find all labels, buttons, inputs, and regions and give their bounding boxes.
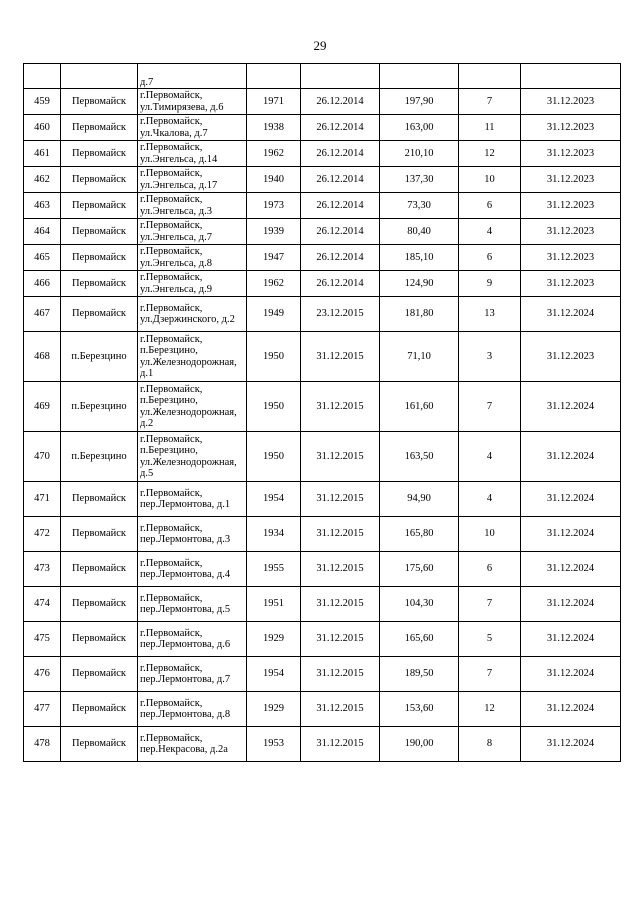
cell-locality: п.Березцино [61, 332, 138, 382]
cell-date: 26.12.2014 [301, 115, 380, 141]
cell-year: 1949 [247, 297, 301, 332]
cell-area: 181,80 [380, 297, 459, 332]
cell-area: 189,50 [380, 657, 459, 692]
cell-locality: Первомайск [61, 245, 138, 271]
cell-year: 1955 [247, 552, 301, 587]
cell-apartments: 13 [459, 297, 521, 332]
cell-deadline: 31.12.2023 [521, 245, 621, 271]
cell-locality: п.Березцино [61, 382, 138, 432]
cell-apartments: 12 [459, 692, 521, 727]
cell-apartments: 7 [459, 382, 521, 432]
cell-date: 31.12.2015 [301, 517, 380, 552]
cell-area [380, 64, 459, 89]
cell-year: 1954 [247, 482, 301, 517]
cell-year: 1962 [247, 271, 301, 297]
cell-deadline: 31.12.2023 [521, 332, 621, 382]
cell-locality: Первомайск [61, 167, 138, 193]
cell-year: 1929 [247, 692, 301, 727]
cell-address: г.Первомайск, пер.Лермонтова, д.1 [138, 482, 247, 517]
cell-deadline: 31.12.2024 [521, 657, 621, 692]
cell-apartments: 3 [459, 332, 521, 382]
cell-year: 1950 [247, 332, 301, 382]
table-row [24, 219, 621, 245]
cell-date: 31.12.2015 [301, 482, 380, 517]
cell-date: 31.12.2015 [301, 727, 380, 762]
cell-address: г.Первомайск, пер.Некрасова, д.2а [138, 727, 247, 762]
cell-locality: Первомайск [61, 622, 138, 657]
housing-registry-table [23, 63, 621, 762]
cell-num: 471 [24, 482, 61, 517]
cell-apartments: 8 [459, 727, 521, 762]
cell-date: 26.12.2014 [301, 141, 380, 167]
cell-locality: Первомайск [61, 517, 138, 552]
cell-year [247, 64, 301, 89]
cell-deadline: 31.12.2024 [521, 587, 621, 622]
cell-address: г.Первомайск, ул.Тимирязева, д.6 [138, 89, 247, 115]
cell-apartments: 6 [459, 245, 521, 271]
cell-area: 163,00 [380, 115, 459, 141]
cell-num [24, 64, 61, 89]
cell-date: 26.12.2014 [301, 167, 380, 193]
cell-address: г.Первомайск, п.Березцино, ул.Железнодорожная, д.1 [138, 332, 247, 382]
cell-date: 31.12.2015 [301, 382, 380, 432]
table-row [24, 622, 621, 657]
cell-date: 31.12.2015 [301, 332, 380, 382]
cell-area: 124,90 [380, 271, 459, 297]
cell-year: 1947 [247, 245, 301, 271]
cell-apartments: 10 [459, 517, 521, 552]
cell-date: 31.12.2015 [301, 692, 380, 727]
cell-apartments: 4 [459, 219, 521, 245]
table-row [24, 245, 621, 271]
cell-deadline: 31.12.2023 [521, 271, 621, 297]
cell-area: 161,60 [380, 382, 459, 432]
cell-address: г.Первомайск, ул.Чкалова, д.7 [138, 115, 247, 141]
cell-area: 153,60 [380, 692, 459, 727]
table-row [24, 332, 621, 382]
cell-locality: Первомайск [61, 587, 138, 622]
table-row [24, 141, 621, 167]
cell-locality: Первомайск [61, 727, 138, 762]
cell-address: г.Первомайск, ул.Энгельса, д.14 [138, 141, 247, 167]
table-row [24, 517, 621, 552]
cell-deadline: 31.12.2023 [521, 219, 621, 245]
cell-area: 94,90 [380, 482, 459, 517]
cell-deadline [521, 64, 621, 89]
cell-deadline: 31.12.2024 [521, 382, 621, 432]
cell-locality: Первомайск [61, 115, 138, 141]
cell-year: 1940 [247, 167, 301, 193]
cell-address: г.Первомайск, п.Березцино, ул.Железнодорожная, д.2 [138, 382, 247, 432]
cell-num: 472 [24, 517, 61, 552]
cell-year: 1950 [247, 382, 301, 432]
cell-area: 71,10 [380, 332, 459, 382]
table-row [24, 692, 621, 727]
cell-address: г.Первомайск, пер.Лермонтова, д.4 [138, 552, 247, 587]
cell-num: 476 [24, 657, 61, 692]
cell-apartments: 9 [459, 271, 521, 297]
cell-date: 26.12.2014 [301, 245, 380, 271]
cell-locality: Первомайск [61, 193, 138, 219]
cell-date: 26.12.2014 [301, 193, 380, 219]
cell-year: 1973 [247, 193, 301, 219]
cell-num: 470 [24, 432, 61, 482]
cell-locality: Первомайск [61, 552, 138, 587]
cell-year: 1951 [247, 587, 301, 622]
cell-address: г.Первомайск, ул.Энгельса, д.8 [138, 245, 247, 271]
cell-locality [61, 64, 138, 89]
cell-num: 478 [24, 727, 61, 762]
table-row [24, 432, 621, 482]
cell-apartments: 7 [459, 587, 521, 622]
cell-apartments: 7 [459, 89, 521, 115]
cell-num: 462 [24, 167, 61, 193]
cell-apartments: 7 [459, 657, 521, 692]
cell-date: 31.12.2015 [301, 622, 380, 657]
cell-address: г.Первомайск, ул.Энгельса, д.9 [138, 271, 247, 297]
cell-locality: Первомайск [61, 657, 138, 692]
cell-num: 465 [24, 245, 61, 271]
cell-num: 469 [24, 382, 61, 432]
cell-apartments: 5 [459, 622, 521, 657]
cell-num: 467 [24, 297, 61, 332]
cell-address: г.Первомайск, пер.Лермонтова, д.7 [138, 657, 247, 692]
cell-deadline: 31.12.2024 [521, 552, 621, 587]
cell-address: г.Первомайск, ул.Энгельса, д.3 [138, 193, 247, 219]
cell-area: 165,60 [380, 622, 459, 657]
cell-deadline: 31.12.2024 [521, 692, 621, 727]
cell-area: 165,80 [380, 517, 459, 552]
cell-apartments: 6 [459, 193, 521, 219]
page-number: 29 [313, 38, 327, 53]
cell-deadline: 31.12.2023 [521, 167, 621, 193]
cell-deadline: 31.12.2024 [521, 432, 621, 482]
cell-date: 23.12.2015 [301, 297, 380, 332]
cell-num: 466 [24, 271, 61, 297]
table-row [24, 382, 621, 432]
cell-apartments: 6 [459, 552, 521, 587]
table-row [24, 552, 621, 587]
cell-num: 460 [24, 115, 61, 141]
cell-apartments: 10 [459, 167, 521, 193]
cell-locality: Первомайск [61, 271, 138, 297]
cell-area: 137,30 [380, 167, 459, 193]
cell-deadline: 31.12.2024 [521, 482, 621, 517]
table-row [24, 482, 621, 517]
cell-num: 477 [24, 692, 61, 727]
table-row [24, 727, 621, 762]
cell-year: 1962 [247, 141, 301, 167]
table-row [24, 115, 621, 141]
cell-apartments: 12 [459, 141, 521, 167]
cell-address: г.Первомайск, пер.Лермонтова, д.3 [138, 517, 247, 552]
cell-deadline: 31.12.2024 [521, 517, 621, 552]
cell-date: 26.12.2014 [301, 219, 380, 245]
cell-address: г.Первомайск, пер.Лермонтова, д.8 [138, 692, 247, 727]
table-row [24, 297, 621, 332]
table-row [24, 657, 621, 692]
cell-locality: Первомайск [61, 692, 138, 727]
cell-date: 31.12.2015 [301, 552, 380, 587]
cell-area: 163,50 [380, 432, 459, 482]
cell-num: 463 [24, 193, 61, 219]
cell-area: 185,10 [380, 245, 459, 271]
cell-apartments: 4 [459, 482, 521, 517]
cell-address: г.Первомайск, ул.Энгельса, д.7 [138, 219, 247, 245]
cell-deadline: 31.12.2023 [521, 89, 621, 115]
cell-year: 1954 [247, 657, 301, 692]
cell-locality: Первомайск [61, 219, 138, 245]
cell-area: 73,30 [380, 193, 459, 219]
cell-locality: п.Березцино [61, 432, 138, 482]
table-row [24, 587, 621, 622]
cell-address: г.Первомайск, п.Березцино, ул.Железнодорожная, д.5 [138, 432, 247, 482]
table-row [24, 89, 621, 115]
cell-year: 1938 [247, 115, 301, 141]
cell-area: 104,30 [380, 587, 459, 622]
table-body [24, 64, 621, 762]
cell-num: 475 [24, 622, 61, 657]
table-row [24, 193, 621, 219]
cell-date [301, 64, 380, 89]
cell-num: 461 [24, 141, 61, 167]
cell-locality: Первомайск [61, 482, 138, 517]
cell-apartments: 4 [459, 432, 521, 482]
cell-address: д.7 [138, 64, 247, 89]
cell-address: г.Первомайск, ул.Дзержинского, д.2 [138, 297, 247, 332]
cell-deadline: 31.12.2024 [521, 727, 621, 762]
cell-area: 190,00 [380, 727, 459, 762]
cell-apartments: 11 [459, 115, 521, 141]
cell-year: 1929 [247, 622, 301, 657]
cell-year: 1953 [247, 727, 301, 762]
cell-num: 468 [24, 332, 61, 382]
cell-address: г.Первомайск, пер.Лермонтова, д.6 [138, 622, 247, 657]
cell-num: 459 [24, 89, 61, 115]
table-row [24, 167, 621, 193]
continuation-row [24, 64, 621, 89]
cell-year: 1934 [247, 517, 301, 552]
cell-num: 464 [24, 219, 61, 245]
cell-deadline: 31.12.2023 [521, 141, 621, 167]
cell-date: 31.12.2015 [301, 432, 380, 482]
cell-locality: Первомайск [61, 89, 138, 115]
cell-deadline: 31.12.2023 [521, 115, 621, 141]
cell-date: 26.12.2014 [301, 89, 380, 115]
cell-deadline: 31.12.2024 [521, 297, 621, 332]
cell-num: 474 [24, 587, 61, 622]
cell-area: 197,90 [380, 89, 459, 115]
cell-area: 175,60 [380, 552, 459, 587]
cell-area: 210,10 [380, 141, 459, 167]
cell-locality: Первомайск [61, 141, 138, 167]
cell-locality: Первомайск [61, 297, 138, 332]
cell-date: 26.12.2014 [301, 271, 380, 297]
cell-apartments [459, 64, 521, 89]
cell-year: 1950 [247, 432, 301, 482]
cell-num: 473 [24, 552, 61, 587]
cell-year: 1939 [247, 219, 301, 245]
cell-year: 1971 [247, 89, 301, 115]
cell-date: 31.12.2015 [301, 587, 380, 622]
cell-address: г.Первомайск, ул.Энгельса, д.17 [138, 167, 247, 193]
cell-date: 31.12.2015 [301, 657, 380, 692]
cell-deadline: 31.12.2024 [521, 622, 621, 657]
table-row [24, 271, 621, 297]
cell-area: 80,40 [380, 219, 459, 245]
cell-address: г.Первомайск, пер.Лермонтова, д.5 [138, 587, 247, 622]
cell-deadline: 31.12.2023 [521, 193, 621, 219]
